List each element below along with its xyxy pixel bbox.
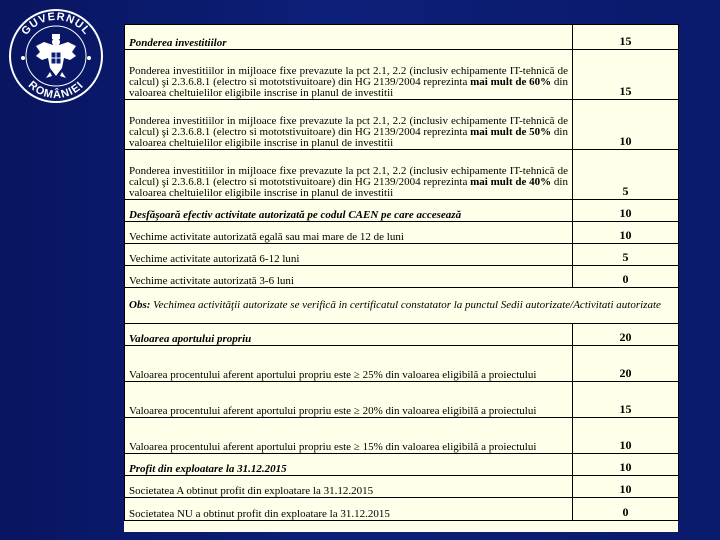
coat-of-arms-icon xyxy=(6,6,106,106)
table-row xyxy=(125,382,679,418)
points-value: 15 xyxy=(573,382,679,418)
criterion-item: Vechime activitate autorizată egală sau mai mare de 12 de luni xyxy=(125,222,573,244)
table-row xyxy=(125,200,679,222)
points-value: 10 xyxy=(573,454,679,476)
table-row xyxy=(125,418,679,454)
table-row xyxy=(125,454,679,476)
table-row xyxy=(125,244,679,266)
points-value: 10 xyxy=(573,200,679,222)
criterion-item: Ponderea investitiilor in mijloace fixe prevazute la pct 2.1, 2.2 (inclusiv echipamente IT-tehnică de calcul) şi 2.3.6.8.1 (electro si mototstivuitoare) din HG 2139/2004 reprezinta mai mult de 60% din valoarea cheltuielilor eligibile inscrise in planul de investitii xyxy=(125,50,573,100)
table-row xyxy=(125,100,679,150)
points-value: 0 xyxy=(573,498,679,521)
points-value: 20 xyxy=(573,324,679,346)
government-emblem xyxy=(6,6,106,106)
criterion-item: Valoarea procentului aferent aportului propriu este ≥ 25% din valoarea eligibilă a proiectului xyxy=(125,346,573,382)
criterion-item: Vechime activitate autorizată 6-12 luni xyxy=(125,244,573,266)
criterion-item: Ponderea investitiilor in mijloace fixe prevazute la pct 2.1, 2.2 (inclusiv echipamente IT-tehnică de calcul) şi 2.3.6.8.1 (electro si mototstivuitoare) din HG 2139/2004 reprezinta mai mult de 40% din valoarea cheltuielilor eligibile inscrise in planul de investitii xyxy=(125,150,573,200)
table-row xyxy=(125,498,679,521)
table-row xyxy=(125,222,679,244)
criterion-item: Societatea A obtinut profit din exploatare la 31.12.2015 xyxy=(125,476,573,498)
points-value: 5 xyxy=(573,150,679,200)
criterion-heading-caen-activity: Desfăşoară efectiv activitate autorizată pe codul CAEN pe care accesează xyxy=(125,200,573,222)
points-value: 5 xyxy=(573,244,679,266)
table-row xyxy=(125,324,679,346)
table-row xyxy=(125,150,679,200)
points-value: 15 xyxy=(573,50,679,100)
scoring-criteria-table xyxy=(124,24,679,521)
table-row xyxy=(125,25,679,50)
criterion-heading-own-contribution: Valoarea aportului propriu xyxy=(125,324,573,346)
criterion-item: Societatea NU a obtinut profit din exploatare la 31.12.2015 xyxy=(125,498,573,521)
criterion-heading-investments: Ponderea investitiilor xyxy=(125,25,573,50)
table-row xyxy=(125,346,679,382)
criterion-item: Valoarea procentului aferent aportului propriu este ≥ 20% din valoarea eligibilă a proiectului xyxy=(125,382,573,418)
svg-text:GUVERNUL: GUVERNUL xyxy=(19,10,93,38)
observation-note: Obs: Vechimea activităţii autorizate se verifică in certificatul constatator la punctul Sedii autorizate/Activitati autorizate xyxy=(125,288,679,324)
points-value: 10 xyxy=(573,100,679,150)
table-row xyxy=(125,476,679,498)
points-value: 10 xyxy=(573,476,679,498)
criterion-item: Valoarea procentului aferent aportului propriu este ≥ 15% din valoarea eligibilă a proiectului xyxy=(125,418,573,454)
points-value: 10 xyxy=(573,418,679,454)
table-row xyxy=(125,288,679,324)
criterion-item: Ponderea investitiilor in mijloace fixe prevazute la pct 2.1, 2.2 (inclusiv echipamente IT-tehnică de calcul) şi 2.3.6.8.1 (electro si mototstivuitoare) din HG 2139/2004 reprezinta mai mult de 50% din valoarea cheltuielilor eligibile inscrise in planul de investitii xyxy=(125,100,573,150)
table-row xyxy=(125,50,679,100)
criterion-heading-profit: Profit din exploatare la 31.12.2015 xyxy=(125,454,573,476)
points-value: 10 xyxy=(573,222,679,244)
scoring-table-sheet xyxy=(124,24,678,532)
points-value: 0 xyxy=(573,266,679,288)
table-row xyxy=(125,266,679,288)
points-value: 20 xyxy=(573,346,679,382)
points-value: 15 xyxy=(573,25,679,50)
criterion-item: Vechime activitate autorizată 3-6 luni xyxy=(125,266,573,288)
svg-text:ROMÂNIEI: ROMÂNIEI xyxy=(25,79,87,102)
